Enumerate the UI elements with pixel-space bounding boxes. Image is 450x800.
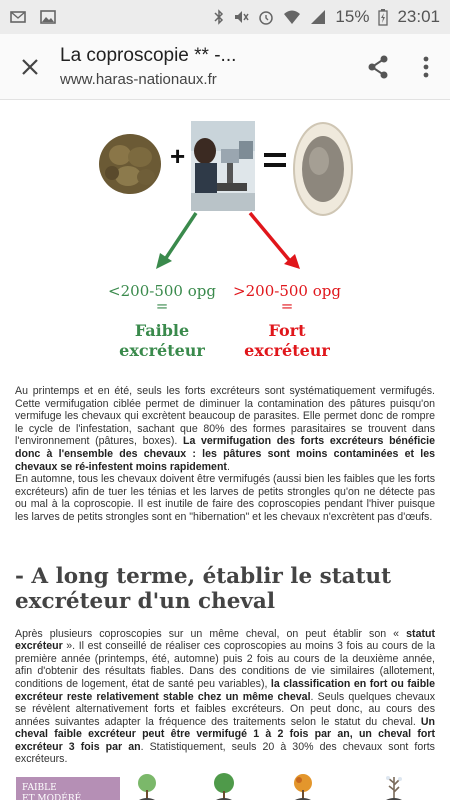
low-threshold-label: <200-500 opg	[108, 282, 216, 300]
arrows	[150, 209, 310, 271]
equals-sign	[264, 152, 286, 168]
high-threshold-label: >200-500 opg	[233, 282, 341, 300]
alarm-icon	[258, 9, 274, 25]
section-title: - A long terme, établir le statut excréteur d'un cheval	[15, 563, 392, 614]
more-options-button[interactable]	[402, 34, 450, 100]
p3-text-g: . Statistiquement, seuls 20 à 30% des chevaux sont forts excréteurs.	[15, 740, 435, 766]
wifi-icon	[283, 9, 301, 25]
badge-line-1: FAIBLE	[22, 783, 57, 793]
tree-icon	[211, 773, 237, 800]
page-url: www.haras-nationaux.fr	[60, 71, 217, 88]
excretor-levels-row	[0, 771, 450, 800]
status-bar	[0, 0, 450, 34]
close-icon	[21, 58, 39, 76]
paragraph-autumn: En automne, tous les chevaux doivent être vermifugés (aussi bien les faibles que les forts excréteurs) afin de tuer les ténias et les larves de petits strongles qu'on ne détecte pas ou mal à la coproscopie. Il est inutile de faire des coproscopies pendant l'hiver puisque les larves de petits strongles sont en "hibernation" et les chevaux n'excrètent pas d'œufs.	[15, 473, 435, 523]
share-icon	[367, 55, 389, 79]
p3-text-c: ». Il est conseillé de réaliser ces coproscopies au moins 3 fois au cours de la première année (printemps, été, automne) puis 2 fois au cours de la deuxième année, afin d'obtenir des résultats fiables. Dans des conditions de vie similaires (allotement, conditions de logement, état de santé peu variables),	[15, 640, 435, 690]
p1-text-a: Au printemps et en été, seuls les forts excréteurs sont systématiquement vermifugés. Cette vermifugation ciblée permet de diminuer la contamination des pâtures puisqu'on vermifuge les chevaux qui excrètent beaucoup de parasites. Elle permet donc de rompre le cycle de l'infestation, sachant que 80% des formes parasitaires se trouvent dans l'environnement (pâtures, boxes).	[15, 385, 435, 448]
close-button[interactable]	[0, 34, 60, 100]
mute-icon	[233, 9, 249, 25]
autumn-tree-icon	[290, 773, 316, 800]
p3-text-e: . Seuls quelques chevaux se révèlent alternativement forts et faibles excréteurs. On peut donc, au cours des années suivantes adapter la fréquence des traitements selon le statut du cheval.	[15, 690, 435, 728]
low-title-1: Faible	[134, 321, 190, 340]
p3-text-a: Après plusieurs coproscopies sur un même cheval, on peut établir son «	[15, 627, 407, 640]
battery-icon	[378, 9, 388, 26]
low-equals: =	[155, 297, 169, 315]
p1-text-bold: La vermifugation des forts excréteurs bénéficie donc à l'ensemble des chevaux : les pâtures sont moins contaminées et les chevaux se ré-infestent moins rapidement	[15, 435, 435, 473]
petri-dish-image	[292, 121, 354, 217]
page-title: La coproscopie ** -...	[60, 45, 237, 66]
p3-text-f: Un cheval faible excréteur peut être vermifugé 1 à 2 fois par an, un cheval fort excréteur 3 fois par an	[15, 715, 435, 753]
battery-percent: 15%	[335, 7, 370, 26]
more-vert-icon	[423, 56, 429, 78]
plus-sign: +	[170, 141, 186, 171]
paragraph-long-term	[0, 628, 450, 767]
low-moderate-badge	[16, 777, 120, 800]
bluetooth-icon	[214, 9, 224, 25]
custom-tab-toolbar	[0, 34, 450, 100]
email-icon	[10, 10, 26, 24]
share-button[interactable]	[354, 34, 402, 100]
manure-image	[98, 133, 162, 195]
high-title-2: excréteur	[244, 341, 330, 360]
web-content[interactable]	[0, 101, 450, 800]
p1-text-c: .	[226, 460, 230, 473]
microscope-lab-image	[191, 121, 255, 211]
coproscopy-figure	[0, 101, 450, 371]
image-icon	[40, 10, 56, 24]
high-title-1: Fort	[268, 321, 306, 340]
p3-text-d: la classification en fort ou faible excréteur reste relativement stable chez un même cheval	[15, 677, 436, 703]
signal-icon	[310, 9, 326, 25]
title-block	[60, 45, 354, 88]
badge-line-2: ET MODÉRÉ	[22, 794, 82, 800]
p3-text-b: statut excréteur	[15, 627, 435, 653]
clock: 23:01	[397, 7, 440, 26]
low-title-2: excréteur	[119, 341, 205, 360]
high-equals: =	[280, 297, 294, 315]
paragraph-spring-summer	[0, 385, 450, 473]
winter-tree-icon	[381, 773, 407, 800]
green-tree-icon	[134, 773, 160, 800]
